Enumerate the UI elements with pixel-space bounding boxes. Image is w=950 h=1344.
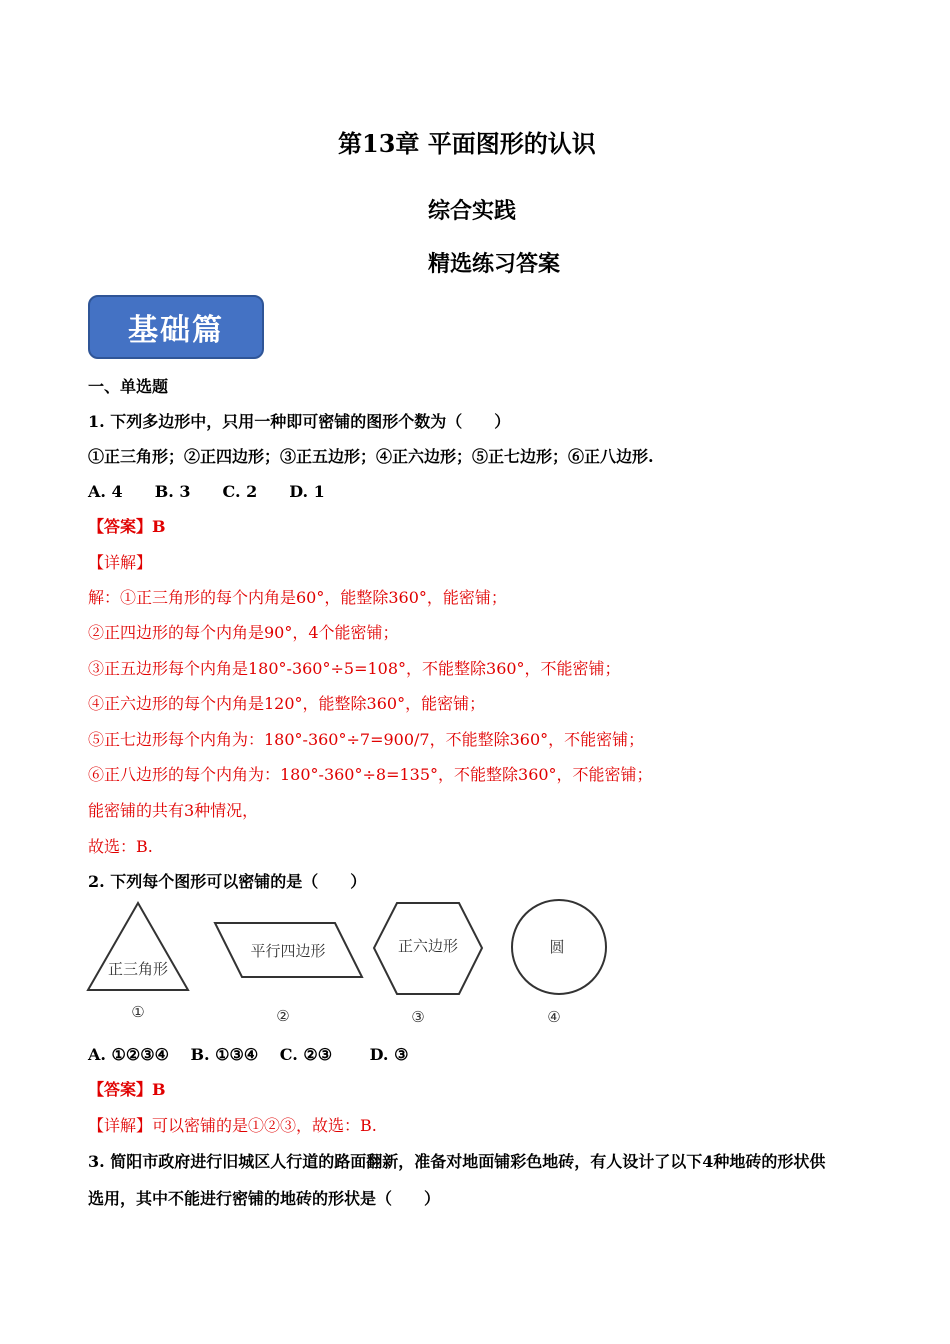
- q1-detail-line: 故选：B.: [88, 837, 153, 856]
- triangle-label: 正三角形: [107, 960, 169, 978]
- part-heading: 一、单选题: [88, 377, 169, 396]
- q1-detail-line: ③正五边形每个内角是180°-360°÷5=108°，不能整除360°，不能密铺；: [88, 659, 621, 678]
- q1-options: A. 4 B. 3 C. 2 D. 1: [88, 482, 325, 501]
- parallelogram-shape: [215, 923, 362, 1025]
- page-title: 第13章 平面图形的认识: [338, 129, 596, 158]
- q1-detail-line: 能密铺的共有3种情况，: [88, 801, 259, 820]
- q3-stem-line2: 选用，其中不能进行密铺的地砖的形状是（ ）: [88, 1189, 441, 1208]
- q2-stem: 2. 下列每个图形可以密铺的是（ ）: [88, 872, 367, 891]
- hexagon-shape: [374, 903, 482, 1026]
- triangle-number: ①: [131, 1003, 145, 1021]
- hexagon-label: 正六边形: [397, 937, 459, 955]
- q1-detail-label: 【详解】: [88, 553, 153, 572]
- level-badge: 基础篇: [88, 295, 264, 359]
- section-title: 综合实践: [428, 198, 517, 224]
- q1-detail-line: 解：①正三角形的每个内角是60°，能整除360°，能密铺；: [88, 588, 507, 607]
- q2-options: A. ①②③④ B. ①③④ C. ②③ D. ③: [88, 1045, 409, 1064]
- q2-shapes-figure: [80, 895, 640, 1030]
- q1-items: ①正三角形；②正四边形；③正五边形；④正六边形；⑤正七边形；⑥正八边形.: [88, 447, 654, 466]
- triangle-shape: [88, 903, 188, 1021]
- q1-detail-line: ④正六边形的每个内角是120°，能整除360°，能密铺；: [88, 694, 486, 713]
- circle-shape: [512, 900, 606, 1026]
- q1-detail-line: ⑤正七边形每个内角为：180°-360°÷7=900/7，不能整除360°，不能密铺；: [88, 730, 645, 749]
- q3-stem-line1: 3. 简阳市政府进行旧城区人行道的路面翻新，准备对地面铺彩色地砖，有人设计了以下4种地砖的形状供: [88, 1152, 826, 1171]
- page-subtitle: 精选练习答案: [428, 251, 561, 277]
- hexagon-number: ③: [411, 1008, 425, 1026]
- parallelogram-label: 平行四边形: [250, 942, 326, 960]
- q1-stem: 1. 下列多边形中，只用一种即可密铺的图形个数为（ ）: [88, 412, 511, 431]
- q1-answer: 【答案】B: [88, 517, 166, 536]
- q2-answer: 【答案】B: [88, 1080, 166, 1099]
- q1-detail-line: ⑥正八边形的每个内角为：180°-360°÷8=135°，不能整除360°，不能密铺；: [88, 765, 653, 784]
- circle-number: ④: [547, 1008, 561, 1026]
- q2-detail: 【详解】可以密铺的是①②③，故选：B.: [88, 1116, 377, 1135]
- circle-label: 圆: [549, 938, 565, 956]
- q1-detail-line: ②正四边形的每个内角是90°，4个能密铺；: [88, 623, 399, 642]
- parallelogram-number: ②: [276, 1007, 290, 1025]
